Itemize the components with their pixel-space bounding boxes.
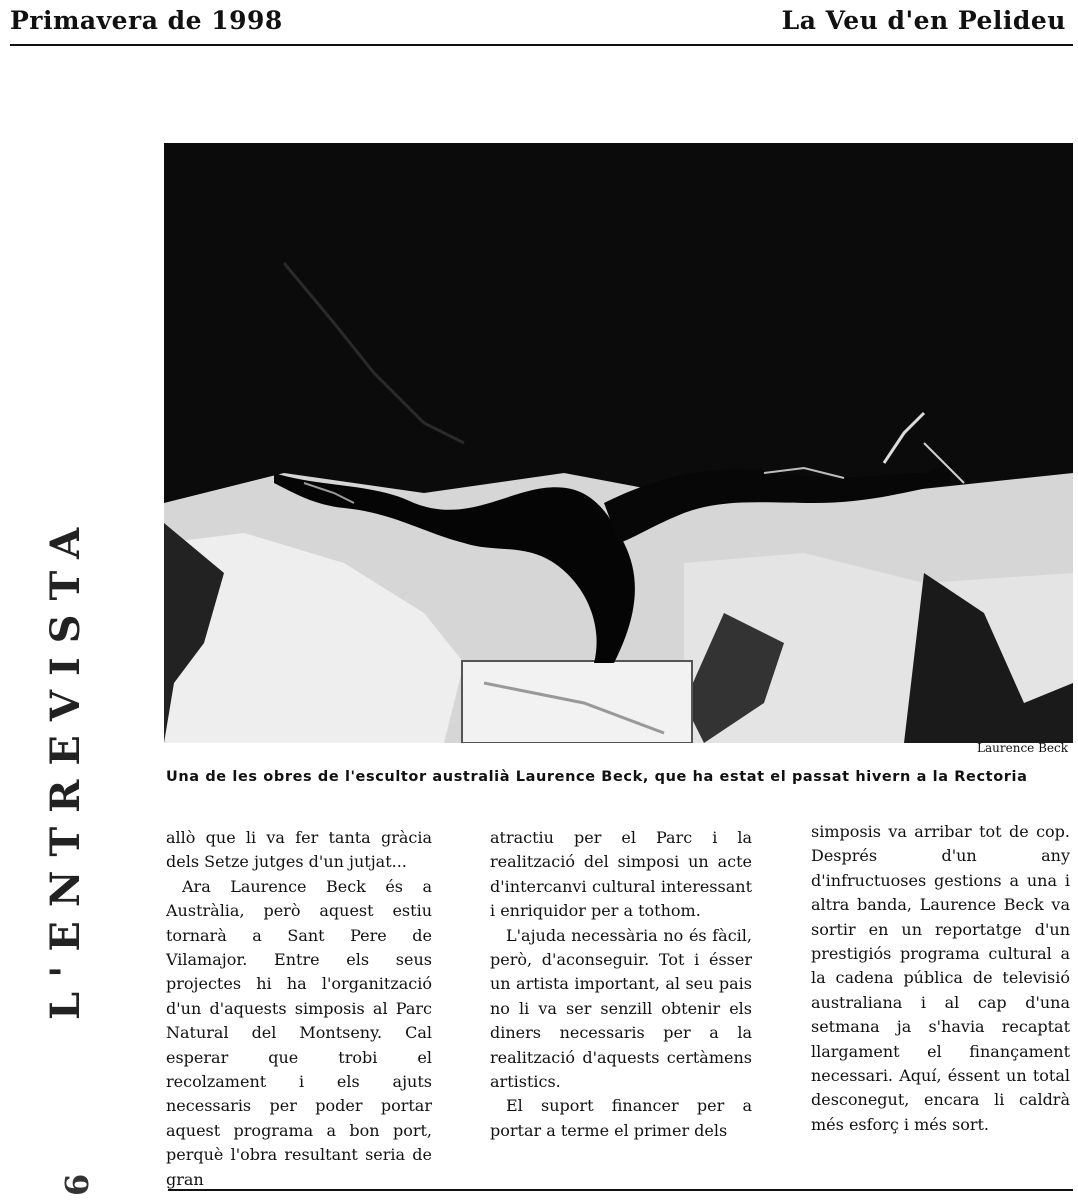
article-paragraph: Ara Laurence Beck és a Austràlia, però aquest estiu tornarà a Sant Pere de Vilamajor. Entre els seus projectes hi ha l'organització d'un d'aquests simposis al Parc Natural del Montseny. Cal esperar que trobi el recolzament i els ajuts necessaris per poder portar aquest programa a bon port, perquè l'obra resultant seria de gran xyxy=(166,876,432,1189)
page-number: 6 xyxy=(58,1173,96,1196)
article-column-3 xyxy=(811,820,1070,1137)
article-paragraph: L'ajuda necessària no és fàcil, però, d'aconseguir. Tot i ésser un artista important, al seu pais no li va ser senzill obtenir els diners necessaris per a la realització d'aquests certàmens artistics. xyxy=(490,925,752,1092)
article-paragraph: allò que li va fer tanta gràcia dels Setze jutges d'un jutjat... xyxy=(166,828,432,872)
issue-date: Primavera de 1998 xyxy=(10,6,283,35)
footer-rule xyxy=(168,1189,1073,1191)
photo-caption: Una de les obres de l'escultor australià Laurence Beck, que ha estat el passat hivern a la Rectoria xyxy=(166,769,1028,785)
article-paragraph: atractiu per el Parc i la realització del simposi un acte d'intercanvi cultural interessant i enriquidor per a tothom. xyxy=(490,828,752,921)
article-paragraph: El suport financer per a portar a terme el primer dels xyxy=(490,1096,752,1140)
article-column-1 xyxy=(166,826,432,1192)
photo-credit: Laurence Beck xyxy=(977,741,1068,755)
sculpture-photo-image xyxy=(164,143,1073,743)
publication-name: La Veu d'en Pelideu xyxy=(781,6,1066,35)
article-paragraph: simposis va arribar tot de cop. Després d'un any d'infructuoses gestions a una i altra banda, Laurence Beck va sortir en un reportatge d'un prestigiós programa cultural a la cadena pública de televisió australiana i al cap d'una setmana ja s'havia recaptat llargament el finançament necessari. Aquí, éssent un total desconegut, encara li caldrà més esforç i més sort. xyxy=(811,822,1070,1134)
header-rule xyxy=(10,44,1073,46)
sculpture-photo xyxy=(164,143,1073,743)
article-column-2 xyxy=(490,826,752,1143)
section-label: L'ENTREVISTA xyxy=(42,513,89,1020)
